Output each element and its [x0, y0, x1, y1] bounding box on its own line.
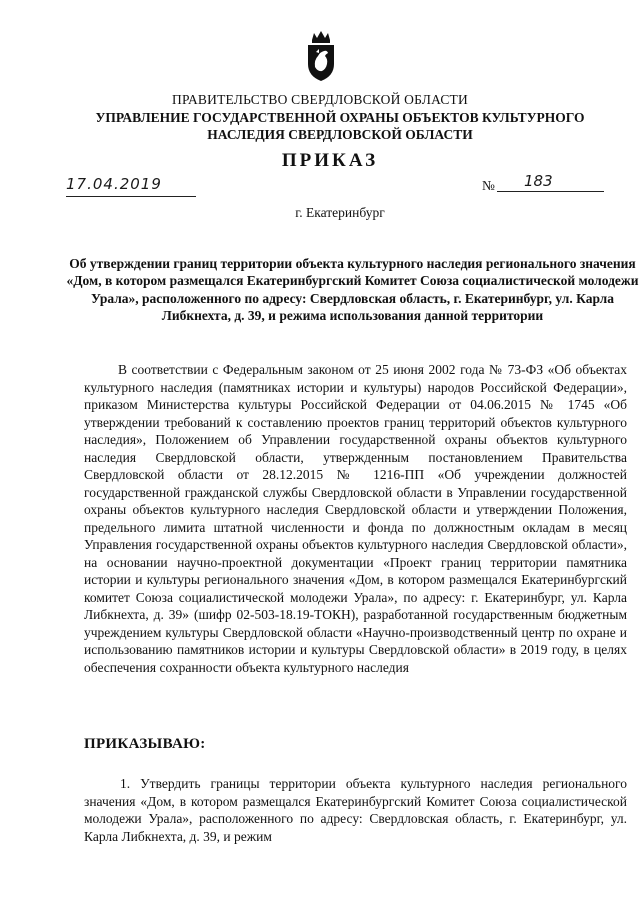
order-heading: ПРИКАЗЫВАЮ: — [84, 736, 206, 752]
document-type: ПРИКАЗ — [281, 150, 379, 171]
date-underline — [66, 196, 196, 197]
order-number: 183 — [524, 172, 553, 190]
preamble-paragraph: В соответствии с Федеральным законом от 25 июня 2002 года № 73-ФЗ «Об объектах культурного наследия (памятниках истории и культуры) народов Российской Федерации», приказом Министерства культуры Российской Федерации от 04.06.2015 № 1745 «Об утверждении требований к составлению проектов границ территорий объектов культурного наследия», Положением об Управлении государственной охраны объектов культурного наследия Свердловской области, утвержденным постановлением Правительства Свердловской области от 28.12.2015 № 1216-ПП «Об учреждении должностей государственной гражданской службы Свердловской области в Управлении государственной охраны объектов культурного наследия Свердловской области и утверждении Положения, предельного лимита штатной численности и фонда по должностным окладам в месяц Управления государственной охраны объектов культурного наследия Свердловской области», на основании научно-проектной документации «Проект границ территории памятника истории и культуры регионального значения «Дом, в котором размещался Екатеринбургский комитет Союза социалистической молодежи Урала», по адресу: г. Екатеринбург, ул. Карла Либкнехта, д. 39» (шифр 02-503-18.19-ТОКН), разработанной государственным бюджетным учреждением культуры Свердловской области «Научно-производственный центр по охране и использованию памятников истории и культуры Свердловской области» в 2019 году, в целях обеспечения сохранности объекта культурного наследия — [84, 362, 627, 675]
order-date: 17.04.2019 — [66, 175, 162, 193]
order-item-1: 1. Утвердить границы территории объекта культурного наследия регионального значения «Дом, в котором размещался Екатеринбургский Комитет Союза социалистической молодежи Урала», расположенного по адресу: Свердловская область, г. Екатеринбург, ул. Карла Либкнехта, д. 39, и режим — [84, 776, 627, 844]
government-name: ПРАВИТЕЛЬСТВО СВЕРДЛОВСКОЙ ОБЛАСТИ — [172, 92, 468, 107]
department-name: УПРАВЛЕНИЕ ГОСУДАРСТВЕННОЙ ОХРАНЫ ОБЪЕКТОВ КУЛЬТУРНОГО НАСЛЕДИЯ СВЕРДЛОВСКОЙ ОБЛАСТИ — [95, 110, 585, 142]
number-underline — [497, 191, 604, 192]
order-number-label: № — [482, 178, 495, 193]
sverdlovsk-coat-of-arms-icon — [306, 30, 336, 82]
city: г. Екатеринбург — [295, 205, 385, 220]
order-title: Об утверждении границ территории объекта культурного наследия регионального значения «Дом, в котором размещался Екатеринбургский Комитет Союза социалистической молодежи Урала», расположенного по адресу: Свердловская область, г. Екатеринбург, ул. Карла Либкнехта, д. 39, и режима использования данной территории — [66, 256, 639, 323]
